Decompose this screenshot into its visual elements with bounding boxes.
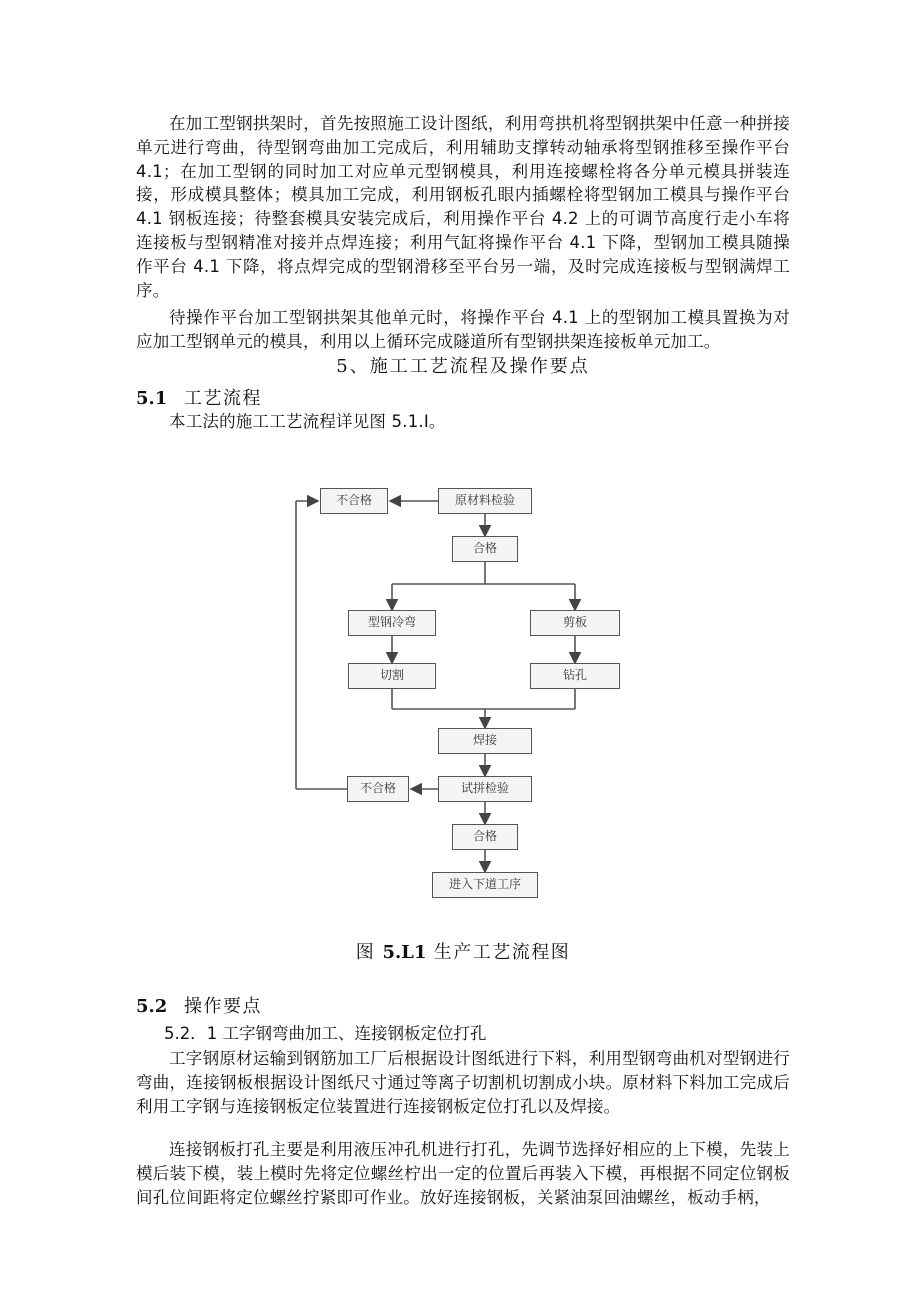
box-cold-bend: 型钢冷弯 (348, 610, 436, 636)
section-5-2-heading (136, 992, 262, 1018)
box-drill: 钻孔 (530, 663, 620, 689)
section-number: 5.2 (136, 996, 168, 1017)
section-number: 5.1 (136, 388, 168, 409)
subsection-5-2-1-heading: 5.2．1 工字钢弯曲加工、连接钢板定位打孔 (164, 1024, 487, 1043)
box-cut: 切割 (348, 663, 436, 689)
figure-caption (136, 938, 790, 964)
box-pass-1: 合格 (452, 536, 518, 562)
section-title: 工艺流程 (184, 388, 262, 409)
section-title: 操作要点 (184, 996, 262, 1017)
box-next-step: 进入下道工序 (432, 872, 538, 898)
paragraph-4: 工字钢原材运输到钢筋加工厂后根据设计图纸进行下料，利用型钢弯曲机对型钢进行弯曲，连接钢板根据设计图纸尺寸通过等离子切割机切割成小块。原材料下料加工完成后利用工字钢与连接钢板定位装置进行连接钢板定位打孔以及焊接。 (136, 1049, 790, 1116)
paragraph-1: 在加工型钢拱架时，首先按照施工设计图纸，利用弯拱机将型钢拱架中任意一种拼接单元进行弯曲，待型钢弯曲加工完成后，利用辅助支撑转动轴承将型钢推移至操作平台 4.1；在加工型钢的同时加工对应单元型钢模具，利用连接螺栓将各分单元模具拼装连接，形成模具整体；模具加工完成，利用钢板孔眼内插螺栓将型钢加工模具与操作平台 4.1 钢板连接；待整套模具安装完成后，利用操作平台 4.2 上的可调节高度行走小车将连接板与型钢精准对接并点焊连接；利用气缸将操作平台 4.1 下降，型钢加工模具随操作平台 4.1 下降，将点焊完成的型钢滑移至平台另一端，及时完成连接板与型钢满焊工序。 (136, 114, 790, 300)
paragraph-5: 连接钢板打孔主要是利用液压冲孔机进行打孔，先调节选择好相应的上下模，先装上模后装下模，装上模时先将定位螺丝柠出一定的位置后再装入下模，再根据不同定位钢板间孔位间距将定位螺丝拧紧即可作业。放好连接钢板，关紧油泵回油螺丝，板动手柄， (136, 1140, 790, 1207)
box-pass-2: 合格 (452, 824, 518, 850)
caption-number: 5.L1 (382, 942, 427, 963)
section-5-heading: 5、施工工艺流程及操作要点 (336, 356, 590, 377)
paragraph-3: 本工法的施工工艺流程详见图 5.1.I。 (169, 412, 446, 431)
box-weld: 焊接 (438, 728, 532, 754)
box-shear: 剪板 (530, 610, 620, 636)
box-fail-bottom: 不合格 (347, 776, 409, 802)
box-trial-inspect: 试拼检验 (438, 776, 532, 802)
box-raw-inspect: 原材料检验 (438, 488, 532, 514)
caption-title: 生产工艺流程图 (433, 942, 571, 963)
caption-prefix: 图 (355, 942, 376, 963)
box-fail-top: 不合格 (320, 488, 388, 514)
flowchart-connectors (280, 470, 600, 910)
section-5-1-heading (136, 384, 262, 410)
paragraph-2: 待操作平台加工型钢拱架其他单元时，将操作平台 4.1 上的型钢加工模具置换为对应加工型钢单元的模具，利用以上循环完成隧道所有型钢拱架连接板单元加工。 (136, 308, 790, 351)
